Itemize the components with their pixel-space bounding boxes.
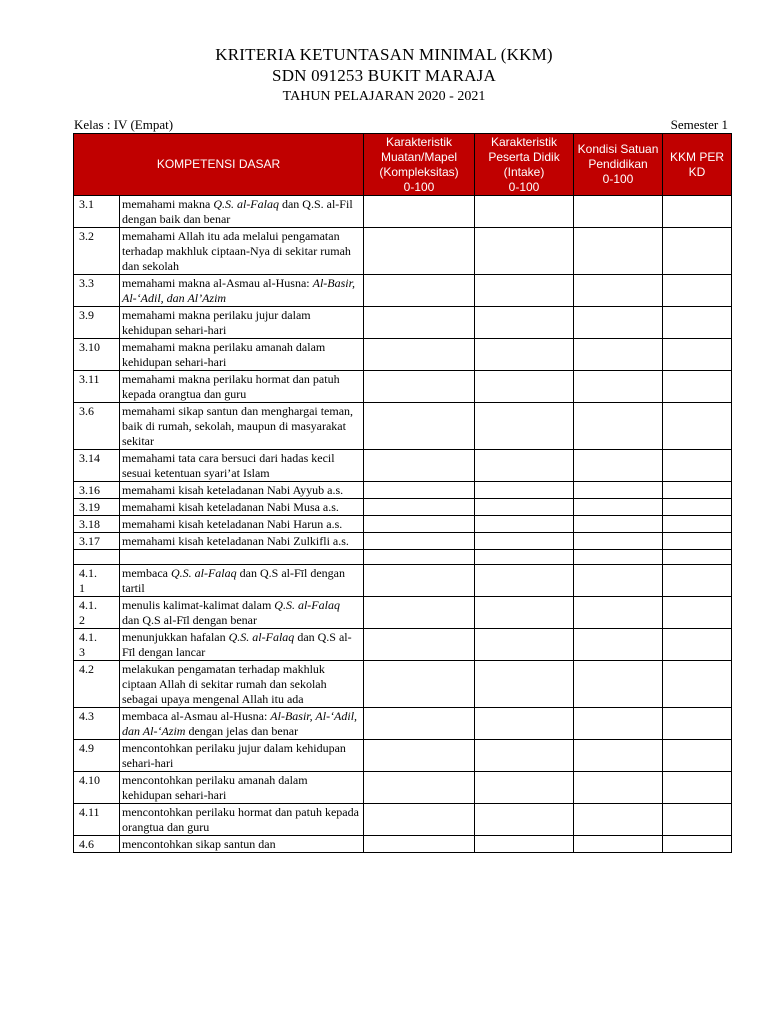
muatan-cell[interactable] (364, 565, 475, 597)
kd-number: 3.3 (74, 275, 120, 307)
kd-description: memahami makna perilaku hormat dan patuh kepada orangtua dan guru (120, 371, 364, 403)
table-row (74, 772, 732, 804)
muatan-cell[interactable] (364, 516, 475, 533)
header-kkm-label: KKM PER KD (670, 149, 725, 179)
kd-description: memahami makna Q.S. al-Falaq dan Q.S. al-Fil dengan baik dan benar (120, 196, 364, 228)
muatan-cell[interactable] (364, 482, 475, 499)
muatan-cell[interactable] (364, 196, 475, 228)
kkm-cell[interactable] (663, 371, 732, 403)
class-label: Kelas : IV (Empat) (74, 117, 174, 132)
academic-year: TAHUN PELAJARAN 2020 - 2021 (282, 89, 486, 104)
kondisi-cell[interactable] (574, 772, 663, 804)
table-row (74, 550, 732, 565)
muatan-cell[interactable] (364, 499, 475, 516)
header-muatan-label: Karakteristik Muatan/Mapel (Kompleksitas) (379, 134, 459, 179)
kd-description: menunjukkan hafalan Q.S. al-Falaq dan Q.S al-Fīl dengan lancar (120, 629, 364, 661)
kkm-cell[interactable] (663, 516, 732, 533)
kd-description: memahami makna perilaku amanah dalam kehidupan sehari-hari (120, 339, 364, 371)
muatan-cell[interactable] (364, 371, 475, 403)
table-row (74, 708, 732, 740)
kd-number: 4.11 (74, 804, 120, 836)
kondisi-cell[interactable] (574, 516, 663, 533)
kondisi-cell[interactable] (574, 836, 663, 853)
document-title: KRITERIA KETUNTASAN MINIMAL (KKM) (215, 45, 553, 64)
table-row (74, 450, 732, 482)
header-kd-label: KOMPETENSI DASAR (156, 157, 281, 171)
kkm-cell[interactable] (663, 403, 732, 450)
class-info-line (74, 117, 730, 133)
kkm-cell[interactable] (663, 482, 732, 499)
semester-label: Semester 1 (670, 117, 728, 132)
table-row (74, 565, 732, 597)
kd-number (74, 550, 120, 565)
kd-description: mencontohkan sikap santun dan (120, 836, 364, 853)
kkm-cell[interactable] (663, 661, 732, 708)
kd-description: mencontohkan perilaku amanah dalam kehidupan sehari-hari (120, 772, 364, 804)
table-row (74, 499, 732, 516)
muatan-cell[interactable] (364, 550, 475, 565)
kondisi-cell[interactable] (574, 450, 663, 482)
kd-number: 4.10 (74, 772, 120, 804)
kd-number: 4.2 (74, 661, 120, 708)
peserta-cell[interactable] (475, 661, 574, 708)
kd-number: 3.6 (74, 403, 120, 450)
muatan-cell[interactable] (364, 804, 475, 836)
kd-number: 3.14 (74, 450, 120, 482)
kondisi-cell[interactable] (574, 371, 663, 403)
kondisi-cell[interactable] (574, 661, 663, 708)
kd-description: membaca Q.S. al-Falaq dan Q.S al-Fīl dengan tartil (120, 565, 364, 597)
peserta-cell[interactable] (475, 708, 574, 740)
table-row (74, 629, 732, 661)
table-row (74, 339, 732, 371)
document-header (0, 44, 768, 107)
kondisi-cell[interactable] (574, 597, 663, 629)
header-muatan-range: 0-100 (403, 179, 435, 194)
kkm-cell[interactable] (663, 740, 732, 772)
kondisi-cell[interactable] (574, 533, 663, 550)
muatan-cell[interactable] (364, 228, 475, 275)
kondisi-cell[interactable] (574, 482, 663, 499)
kd-description: mencontohkan perilaku jujur dalam kehidupan sehari-hari (120, 740, 364, 772)
kkm-cell[interactable] (663, 339, 732, 371)
kd-description: memahami Allah itu ada melalui pengamatan terhadap makhluk ciptaan-Nya di sekitar rumah dan sekolah (120, 228, 364, 275)
table-row (74, 516, 732, 533)
peserta-cell[interactable] (475, 371, 574, 403)
kd-description: memahami sikap santun dan menghargai teman, baik di rumah, sekolah, maupun di masyarakat sekitar (120, 403, 364, 450)
kondisi-cell[interactable] (574, 275, 663, 307)
kd-description: melakukan pengamatan terhadap makhluk ciptaan Allah di sekitar rumah dan sekolah sebagai upaya mengenal Allah itu ada (120, 661, 364, 708)
peserta-cell[interactable] (475, 804, 574, 836)
table-row (74, 307, 732, 339)
peserta-cell[interactable] (475, 533, 574, 550)
muatan-cell[interactable] (364, 836, 475, 853)
kkm-cell[interactable] (663, 836, 732, 853)
muatan-cell[interactable] (364, 275, 475, 307)
kondisi-cell[interactable] (574, 403, 663, 450)
muatan-cell[interactable] (364, 403, 475, 450)
kkm-cell[interactable] (663, 196, 732, 228)
kd-description: memahami kisah keteladanan Nabi Musa a.s. (120, 499, 364, 516)
peserta-cell[interactable] (475, 565, 574, 597)
table-row (74, 533, 732, 550)
kd-description: memahami kisah keteladanan Nabi Harun a.s. (120, 516, 364, 533)
kd-number: 4.1. 1 (74, 565, 120, 597)
muatan-cell[interactable] (364, 740, 475, 772)
muatan-cell[interactable] (364, 307, 475, 339)
kkm-cell[interactable] (663, 307, 732, 339)
kkm-cell[interactable] (663, 550, 732, 565)
peserta-cell[interactable] (475, 597, 574, 629)
muatan-cell[interactable] (364, 597, 475, 629)
peserta-cell[interactable] (475, 403, 574, 450)
kondisi-cell[interactable] (574, 740, 663, 772)
header-kondisi (574, 134, 663, 196)
peserta-cell[interactable] (475, 550, 574, 565)
header-kompetensi-dasar (74, 134, 364, 196)
muatan-cell[interactable] (364, 629, 475, 661)
kd-number: 4.1. 3 (74, 629, 120, 661)
kkm-cell[interactable] (663, 597, 732, 629)
kd-description: menulis kalimat-kalimat dalam Q.S. al-Falaq dan Q.S al-Fīl dengan benar (120, 597, 364, 629)
kkm-cell[interactable] (663, 499, 732, 516)
peserta-cell[interactable] (475, 450, 574, 482)
kondisi-cell[interactable] (574, 629, 663, 661)
table-body (74, 196, 732, 853)
muatan-cell[interactable] (364, 661, 475, 708)
muatan-cell[interactable] (364, 450, 475, 482)
table-row (74, 661, 732, 708)
kd-description: memahami kisah keteladanan Nabi Zulkifli a.s. (120, 533, 364, 550)
kd-number: 3.1 (74, 196, 120, 228)
kondisi-cell[interactable] (574, 228, 663, 275)
kd-number: 3.19 (74, 499, 120, 516)
table-row (74, 804, 732, 836)
kondisi-cell[interactable] (574, 307, 663, 339)
kkm-cell[interactable] (663, 228, 732, 275)
kkm-cell[interactable] (663, 533, 732, 550)
muatan-cell[interactable] (364, 708, 475, 740)
muatan-cell[interactable] (364, 533, 475, 550)
table-row (74, 403, 732, 450)
muatan-cell[interactable] (364, 772, 475, 804)
kd-description (120, 550, 364, 565)
kkm-cell[interactable] (663, 450, 732, 482)
kondisi-cell[interactable] (574, 708, 663, 740)
table-header-row (74, 134, 732, 196)
kondisi-cell[interactable] (574, 565, 663, 597)
peserta-cell[interactable] (475, 740, 574, 772)
header-peserta-label: Karakteristik Peserta Didik (Intake) (488, 134, 560, 179)
kd-number: 4.6 (74, 836, 120, 853)
peserta-cell[interactable] (475, 275, 574, 307)
muatan-cell[interactable] (364, 339, 475, 371)
kd-number: 4.9 (74, 740, 120, 772)
table-row (74, 740, 732, 772)
kondisi-cell[interactable] (574, 196, 663, 228)
kondisi-cell[interactable] (574, 550, 663, 565)
peserta-cell[interactable] (475, 482, 574, 499)
kd-number: 3.18 (74, 516, 120, 533)
header-peserta (475, 134, 574, 196)
table-row (74, 371, 732, 403)
header-kondisi-range: 0-100 (602, 172, 634, 186)
kkm-cell[interactable] (663, 275, 732, 307)
peserta-cell[interactable] (475, 307, 574, 339)
kd-number: 3.11 (74, 371, 120, 403)
kd-description: mencontohkan perilaku hormat dan patuh kepada orangtua dan guru (120, 804, 364, 836)
kondisi-cell[interactable] (574, 804, 663, 836)
kd-number: 3.2 (74, 228, 120, 275)
kd-description: membaca al-Asmau al-Husna: Al-Basir, Al-‘Adil, dan Al-‘Azim dengan jelas dan benar (120, 708, 364, 740)
kondisi-cell[interactable] (574, 339, 663, 371)
kkm-cell[interactable] (663, 629, 732, 661)
kkm-cell[interactable] (663, 708, 732, 740)
kd-number: 3.10 (74, 339, 120, 371)
kkm-cell[interactable] (663, 804, 732, 836)
peserta-cell[interactable] (475, 629, 574, 661)
header-muatan (364, 134, 475, 196)
kd-description: memahami makna perilaku jujur dalam kehidupan sehari-hari (120, 307, 364, 339)
kkm-cell[interactable] (663, 772, 732, 804)
header-kondisi-label: Kondisi Satuan Pendidikan (577, 142, 659, 171)
peserta-cell[interactable] (475, 196, 574, 228)
peserta-cell[interactable] (475, 499, 574, 516)
kd-number: 4.1. 2 (74, 597, 120, 629)
kkm-cell[interactable] (663, 565, 732, 597)
kd-description: memahami makna al-Asmau al-Husna: Al-Basir, Al-‘Adil, dan Al’Azim (120, 275, 364, 307)
kd-description: memahami tata cara bersuci dari hadas kecil sesuai ketentuan syari’at Islam (120, 450, 364, 482)
header-kkm (663, 134, 732, 196)
table-row (74, 228, 732, 275)
kondisi-cell[interactable] (574, 499, 663, 516)
kd-number: 3.17 (74, 533, 120, 550)
kd-number: 4.3 (74, 708, 120, 740)
kkm-table (73, 133, 732, 853)
header-peserta-range: 0-100 (508, 179, 540, 194)
peserta-cell[interactable] (475, 339, 574, 371)
table-row (74, 275, 732, 307)
peserta-cell[interactable] (475, 836, 574, 853)
kd-description: memahami kisah keteladanan Nabi Ayyub a.s. (120, 482, 364, 499)
table-row (74, 482, 732, 499)
peserta-cell[interactable] (475, 772, 574, 804)
kd-number: 3.9 (74, 307, 120, 339)
table-row (74, 196, 732, 228)
kd-number: 3.16 (74, 482, 120, 499)
peserta-cell[interactable] (475, 516, 574, 533)
table-row (74, 597, 732, 629)
table-row (74, 836, 732, 853)
school-name: SDN 091253 BUKIT MARAJA (272, 66, 496, 85)
peserta-cell[interactable] (475, 228, 574, 275)
